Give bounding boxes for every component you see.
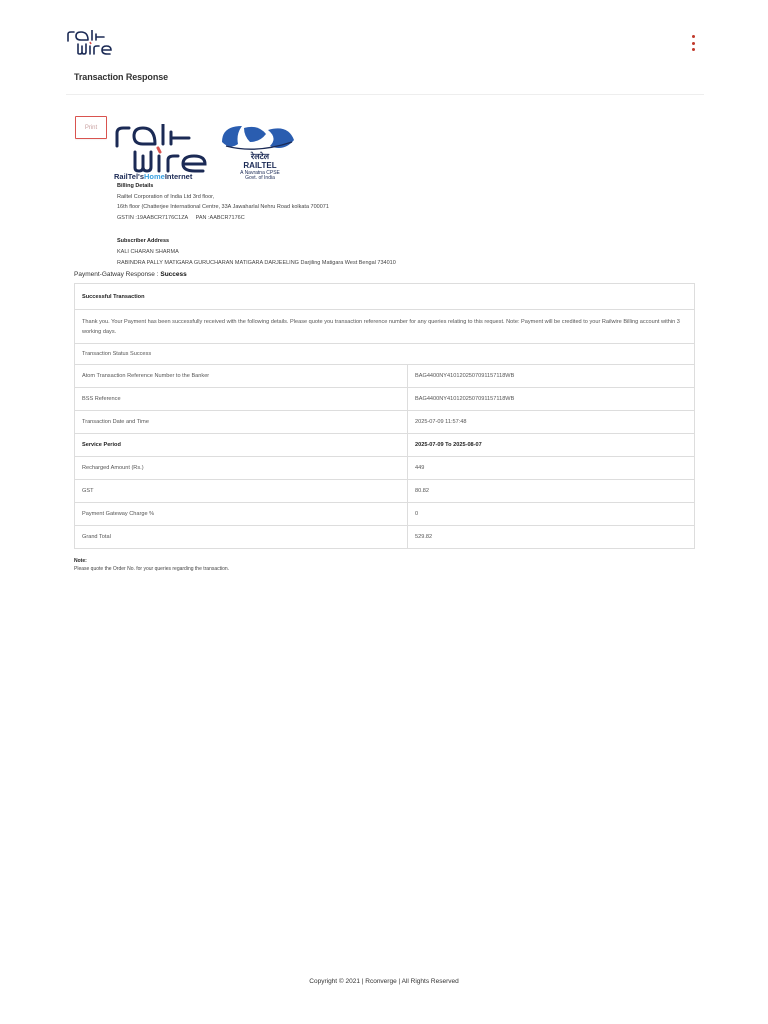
railwire-logo-small[interactable] — [66, 30, 116, 56]
table-row — [75, 457, 695, 480]
railtel-logo — [216, 124, 298, 180]
row-value: 80.82 — [408, 480, 695, 503]
table-row — [75, 526, 695, 549]
billing-details — [117, 181, 329, 223]
railtel-name: RAILTEL — [243, 161, 277, 170]
billing-heading: Billing Details — [117, 183, 154, 189]
row-label: BSS Reference — [75, 388, 408, 411]
gateway-response — [74, 271, 187, 278]
table-row — [75, 503, 695, 526]
transaction-status: Transaction Status Success — [75, 344, 695, 365]
table-message-row — [75, 310, 695, 344]
divider — [66, 94, 704, 95]
subscriber-address-line: RABINDRA PALLY MATIGARA GURUCHARAN MATIGARA DARJEELING Darjiling Matigara West Bengal 734010 — [117, 260, 396, 266]
row-label: Service Period — [75, 434, 408, 457]
kebab-dot — [692, 42, 695, 45]
note — [74, 557, 229, 573]
row-label: GST — [75, 480, 408, 503]
tagline-home: Home — [144, 172, 165, 181]
row-label: Transaction Date and Time — [75, 411, 408, 434]
transaction-heading: Successful Transaction — [75, 284, 695, 310]
note-heading: Note: — [74, 558, 87, 564]
transaction-table — [74, 283, 695, 549]
pan: PAN :AABCR7176C — [195, 214, 245, 221]
kebab-dot — [692, 35, 695, 38]
billing-tax-ids — [117, 213, 329, 224]
row-label: Grand Total — [75, 526, 408, 549]
gateway-response-label: Payment-Gatway Response : — [74, 271, 161, 278]
table-status-row — [75, 344, 695, 365]
billing-line-1: Railtel Corporation of India Ltd 3rd floor, — [117, 193, 215, 200]
subscriber-address — [117, 236, 396, 269]
billing-line-2: 16th floor (Chatterjee International Centre, 33A Jawaharlal Nehru Road kolkata 700071 — [117, 204, 329, 210]
gstin: GSTIN :19AABCR7176C1ZA — [117, 214, 188, 221]
railwire-logo — [113, 124, 211, 174]
gateway-response-status: Success — [160, 271, 187, 278]
note-text: Please quote the Order No. for your queries regarding the transaction. — [74, 566, 230, 572]
row-value: 2025-07-09 11:57:48 — [408, 411, 695, 434]
railtel-sub2: Govt. of India — [245, 175, 275, 180]
more-vertical-icon[interactable] — [689, 35, 697, 51]
transaction-message: Thank you. Your Payment has been successfully received with the following details. Please quote you transaction reference number for any queries relating to this request. Note: Payment will be credited to your Railwire Billing account within 3 working days. — [75, 310, 695, 344]
railtel-hindi: रेलटेल — [250, 152, 270, 161]
tagline-prefix: RailTel's — [114, 172, 144, 181]
footer-copyright: Copyright © 2021 | Rconverge | All Rights Reserved — [309, 978, 459, 985]
table-row — [75, 480, 695, 503]
row-value: 449 — [408, 457, 695, 480]
tagline-suffix: Internet — [164, 172, 193, 181]
row-label: Atom Transaction Reference Number to the Banker — [75, 365, 408, 388]
row-label: Payment Gateway Charge % — [75, 503, 408, 526]
row-value: 529.82 — [408, 526, 695, 549]
subscriber-heading: Subscriber Address — [117, 238, 170, 244]
top-bar — [0, 0, 768, 70]
row-value: 0 — [408, 503, 695, 526]
table-row — [75, 434, 695, 457]
table-row — [75, 365, 695, 388]
row-value: 2025-07-09 To 2025-08-07 — [408, 434, 695, 457]
page-title: Transaction Response — [74, 72, 169, 82]
kebab-dot — [692, 48, 695, 51]
row-value: BAG4400NY4101202507091157118WB — [408, 365, 695, 388]
row-value: BAG4400NY4101202507091157118WB — [408, 388, 695, 411]
railtel-sub1: A Navratna CPSE — [240, 170, 280, 176]
table-row — [75, 411, 695, 434]
table-row — [75, 388, 695, 411]
subscriber-name: KALI CHARAN SHARMA — [117, 249, 179, 255]
row-label: Recharged Amount (Rs.) — [75, 457, 408, 480]
print-button[interactable]: Print — [75, 116, 107, 139]
tagline — [114, 172, 192, 181]
table-heading-row — [75, 284, 695, 310]
